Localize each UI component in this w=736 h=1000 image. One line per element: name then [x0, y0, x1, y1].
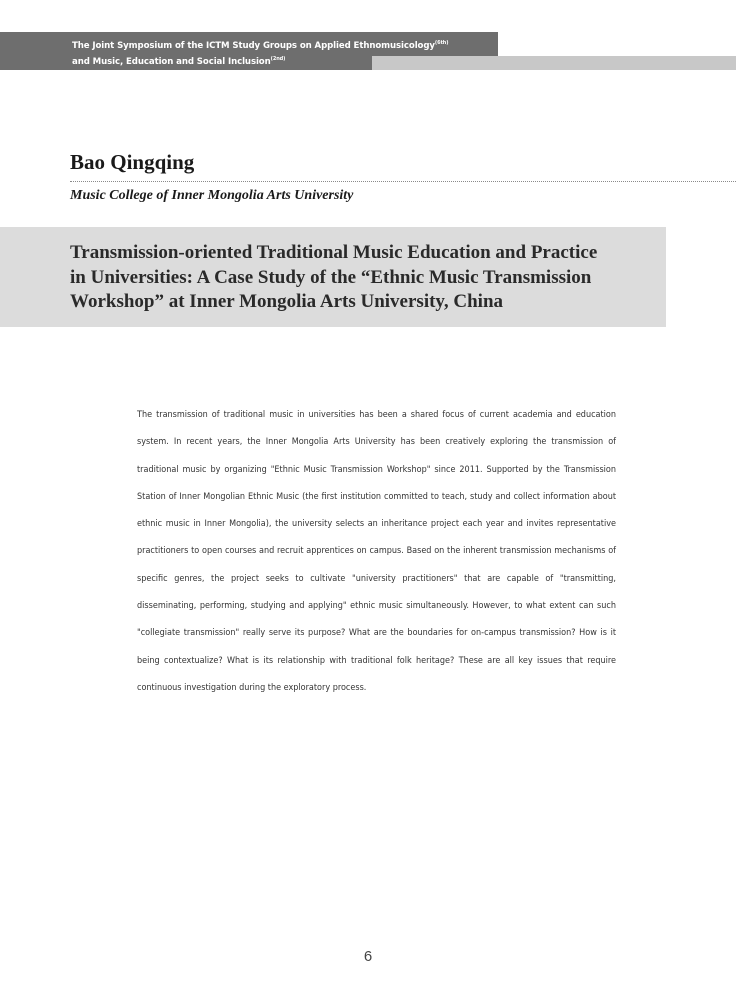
running-header-line-1: The Joint Symposium of the ICTM Study Groups on Applied Ethnomusicology$^{(6th)}$	[72, 40, 449, 51]
abstract-paragraph: The transmission of traditional music in universities has been a shared focus of current academia and education system. In recent years, the Inner Mongolia Arts University has been creatively exploring the transmission of traditional music by organizing "Ethnic Music Transmission Workshop" since 2011. Supported by the Transmission Station of Inner Mongolian Ethnic Music (the first institution committed to teach, study and collect information about ethnic music in Inner Mongolia), the university selects an inheritance project each year and invites representative practitioners to open courses and recruit apprentices on campus. Based on the inherent transmission mechanisms of specific genres, the project seeks to cultivate "university practitioners" that are capable of "transmitting, disseminating, performing, studying and applying" ethnic music simultaneously. However, to what extent can such "collegiate transmission" really serve its purpose? What are the boundaries for on-campus transmission? How is it being contextualize? What is its relationship with traditional folk heritage? These are all key issues that require continuous investigation during the exploratory process.	[137, 410, 616, 693]
author-affiliation: Music College of Inner Mongolia Arts University	[70, 188, 354, 203]
author-name: Bao Qingqing	[70, 150, 195, 174]
title-line: Transmission-oriented Traditional Music Education and Practice	[70, 242, 598, 263]
dotted-divider	[70, 181, 736, 182]
title-line: Workshop” at Inner Mongolia Arts University, China	[70, 291, 504, 312]
page-number: 6	[363, 948, 373, 965]
title-line: in Universities: A Case Study of the “Ethnic Music Transmission	[70, 266, 592, 288]
running-header	[72, 37, 448, 69]
article-title	[70, 241, 660, 315]
running-header-line-2: and Music, Education and Social Inclusion$^{(2nd)}$	[72, 56, 286, 67]
